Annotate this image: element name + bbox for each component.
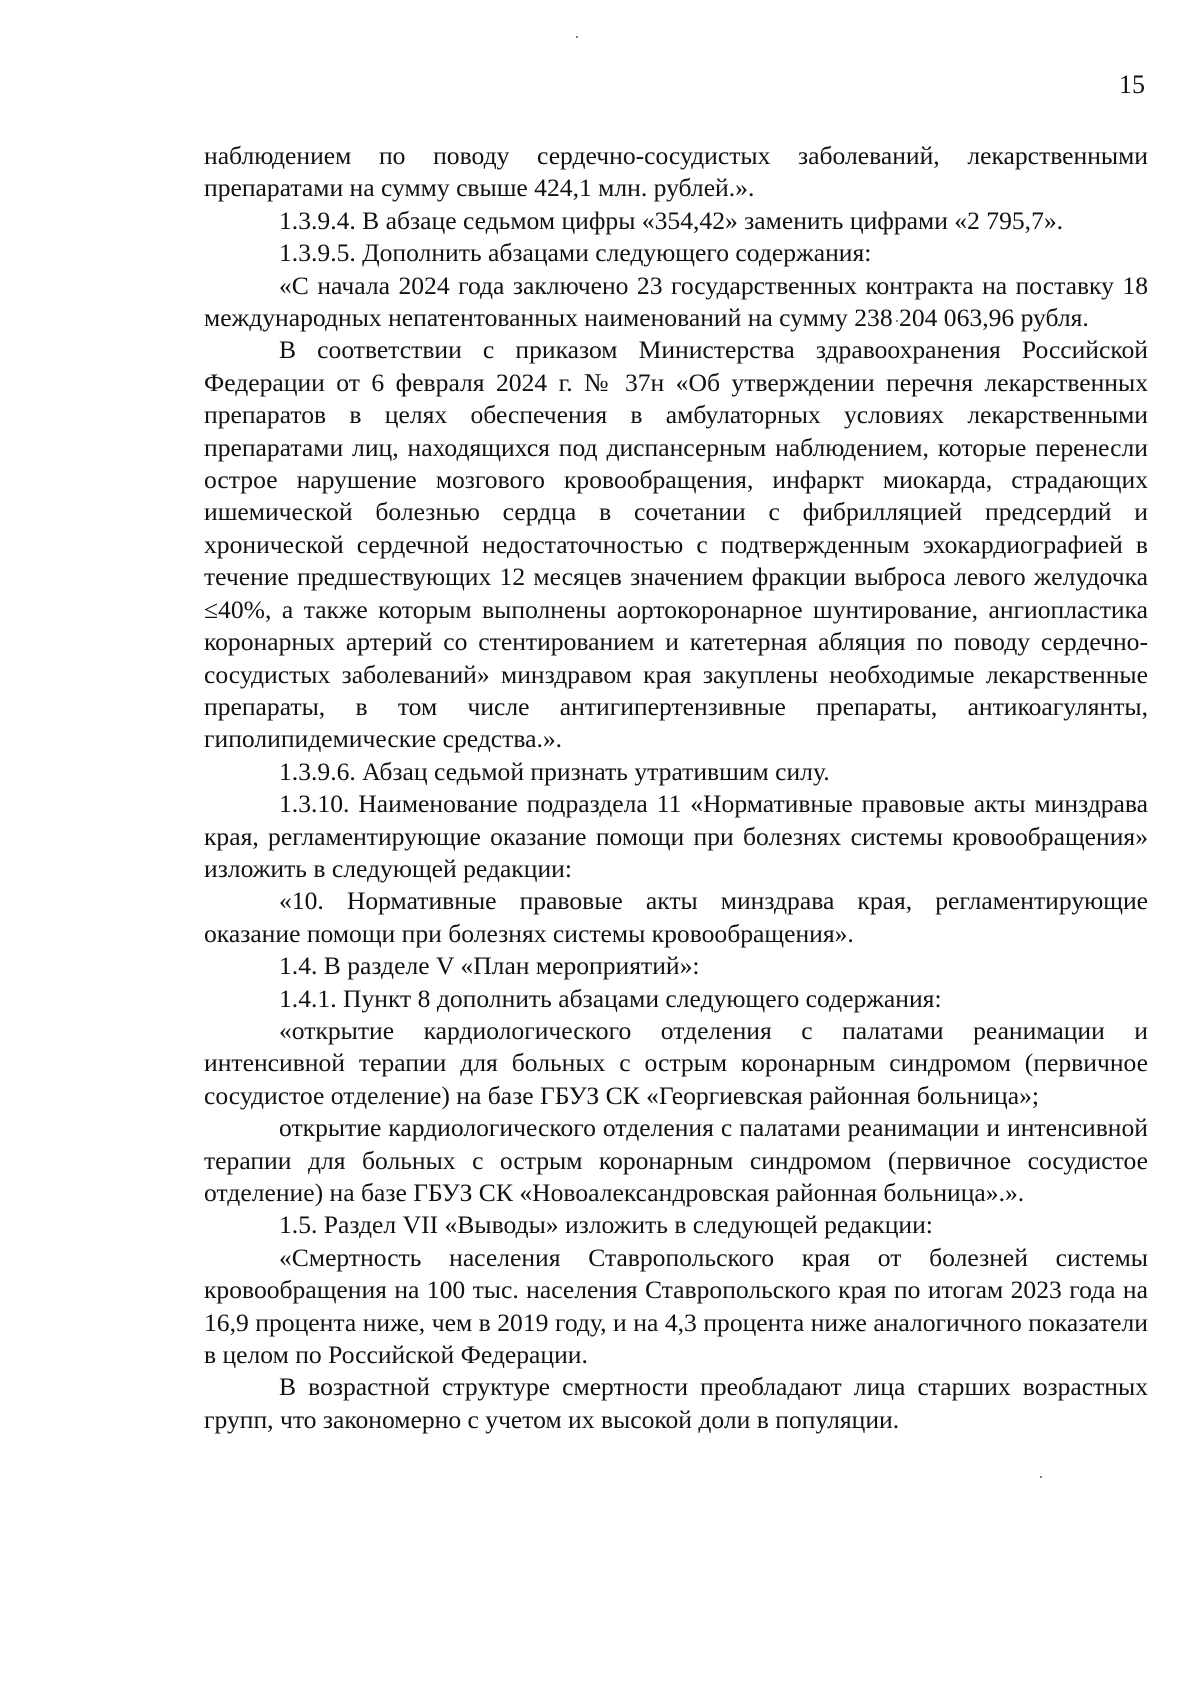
paragraph-quote-georgievsk: «открытие кардиологического отделения с палатами реанимации и интенсивной терапии для больных с острым коронарным синдромом (первичное сосудистое отделение) на базе ГБУЗ СК «Георгиевская районная больница»; xyxy=(204,1015,1148,1110)
paragraph-quote-contracts: «С начала 2024 года заключено 23 государственных контракта на поставку 18 международных непатентованных наименований на сумму 238 204 063,96 рубля. xyxy=(204,270,1148,333)
paragraph-item-1-4-1: 1.4.1. Пункт 8 дополнить абзацами следующего содержания: xyxy=(279,983,942,1013)
paragraph-quote-normative-acts: «10. Нормативные правовые акты минздрава края, регламентирующие оказание помощи при болезнях системы кровообращения». xyxy=(204,886,1148,948)
paragraph-age-structure: В возрастной структуре смертности преобладают лица старших возрастных групп, что закономерно с учетом их высокой доли в популяции. xyxy=(204,1372,1148,1434)
scan-speck xyxy=(576,36,578,38)
paragraph-item-1-4: 1.4. В разделе V «План мероприятий»: xyxy=(279,951,700,981)
paragraph-item-1-3-10: 1.3.10. Наименование подраздела 11 «Нормативные правовые акты минздрава края, регламентирующие оказание помощи при болезнях системы кровообращения» изложить в следующей редакции: xyxy=(204,789,1148,883)
paragraph-continuation: наблюдением по поводу сердечно-сосудистых заболеваний, лекарственными препаратами на сумму свыше 424,1 млн. рублей.». xyxy=(204,141,1148,203)
paragraph-item-1-3-9-5: 1.3.9.5. Дополнить абзацами следующего содержания: xyxy=(279,238,872,268)
page-number: 15 xyxy=(1119,70,1145,99)
paragraph-ministry-order: В соответствии с приказом Министерства здравоохранения Российской Федерации от 6 февраля 2024 г. № 37н «Об утверждении перечня лекарственных препаратов в целях обеспечения в амбулаторных условиях лекарственными препаратами лиц, находящихся под диспансерным наблюдением, которые перенесли острое нарушение мозгового кровообращения, инфаркт миокарда, страдающих ишемической болезнью сердца в сочетании с фибрилляцией предсердий и хронической сердечной недостаточностью с подтвержденным эхокардиографией в течение предшествующих 12 месяцев значением фракции выброса левого желудочка ≤40%, а также которым выполнены аортокоронарное шунтирование, ангиопластика коронарных артерий со стентированием и катетерная абляция по поводу сердечно-сосудистых заболеваний» минздравом края закуплены необходимые лекарственные препараты, в том числе антигипертензивные препараты, антикоагулянты, гиполипидемические средства.». xyxy=(204,335,1148,754)
paragraph-quote-mortality: «Смертность населения Ставропольского края от болезней системы кровообращения на 100 тыс. населения Ставропольского края по итогам 2023 года на 16,9 процента ниже, чем в 2019 году, и на 4,3 процента ниже аналогичного показатели в целом по Российской Федерации. xyxy=(204,1242,1148,1370)
paragraph-novoaleksandrovsk: открытие кардиологического отделения с палатами реанимации и интенсивной терапии для больных с острым коронарным синдромом (первичное сосудистое отделение) на базе ГБУЗ СК «Новоалександровская районная больница».». xyxy=(204,1113,1148,1207)
paragraph-item-1-5: 1.5. Раздел VII «Выводы» изложить в следующей редакции: xyxy=(279,1210,933,1240)
document-body xyxy=(204,140,1148,1436)
paragraph-item-1-3-9-6: 1.3.9.6. Абзац седьмой признать утратившим силу. xyxy=(279,756,830,786)
scan-speck xyxy=(1040,1476,1042,1478)
paragraph-item-1-3-9-4: 1.3.9.4. В абзаце седьмом цифры «354,42» заменить цифрами «2 795,7». xyxy=(279,205,1064,235)
